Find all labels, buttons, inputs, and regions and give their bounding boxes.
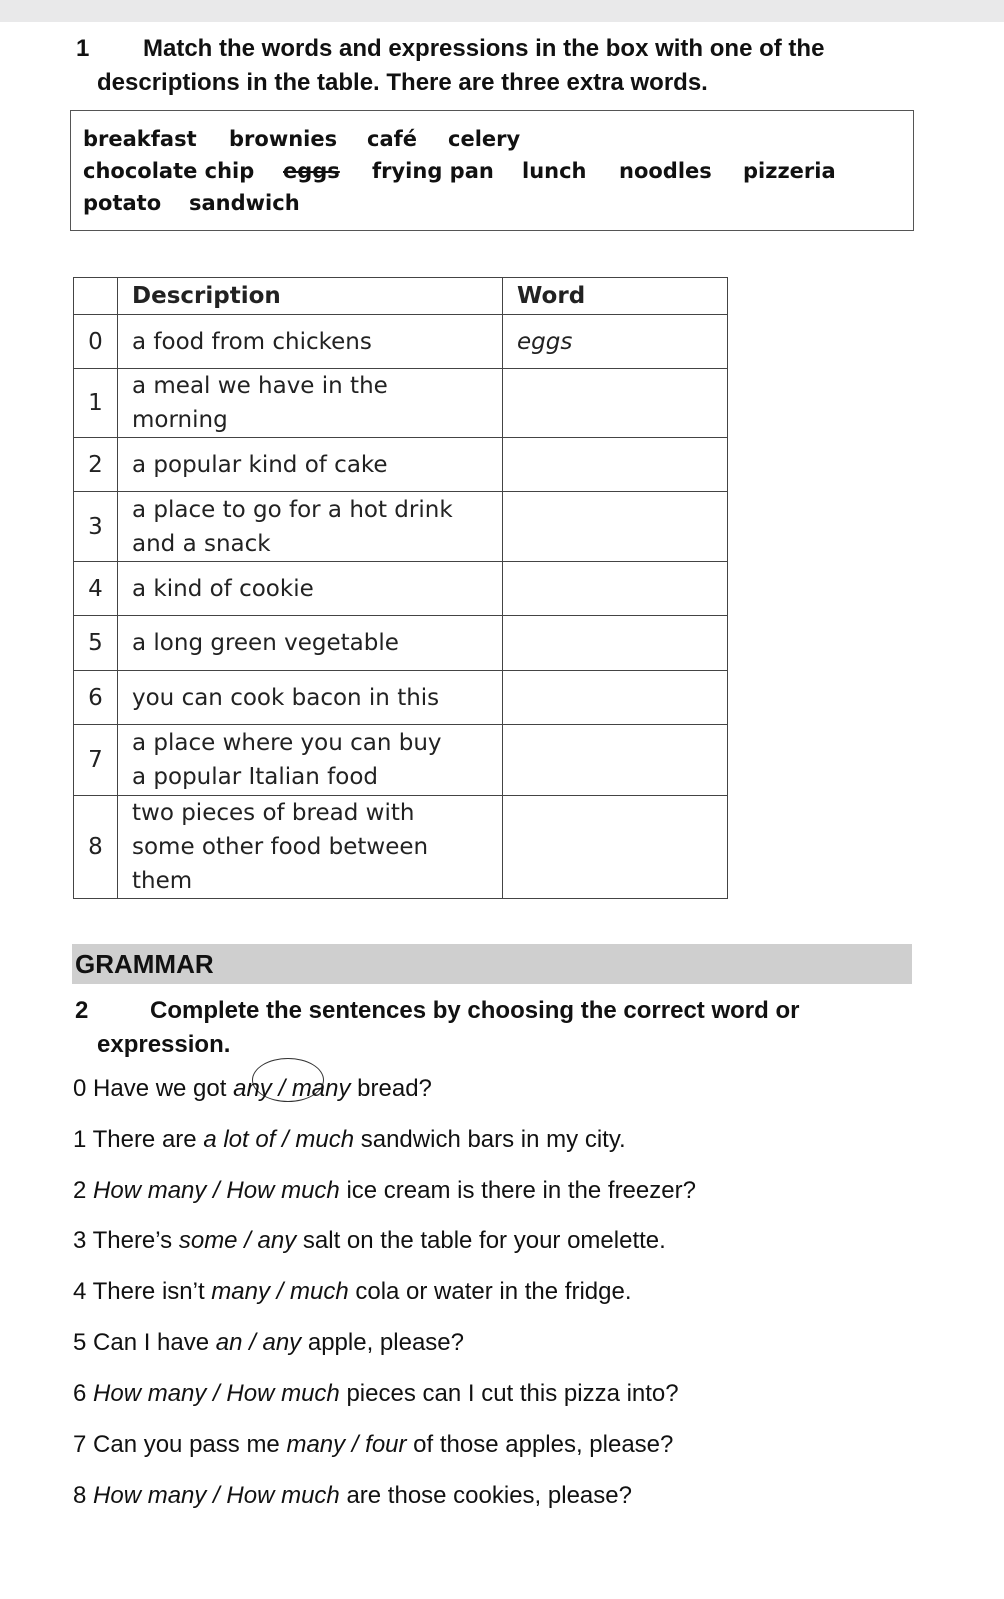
- row-answer-field[interactable]: [503, 616, 728, 671]
- option-1[interactable]: a lot of: [203, 1126, 276, 1153]
- word-item: potato: [83, 191, 162, 215]
- option-1[interactable]: How many: [93, 1177, 207, 1204]
- row-answer-field[interactable]: [503, 369, 728, 438]
- word-box: [70, 110, 914, 231]
- row-description: two pieces of bread with some other food between them: [118, 796, 503, 899]
- option-1[interactable]: an: [215, 1329, 243, 1356]
- option-1[interactable]: many: [286, 1431, 346, 1458]
- option-2[interactable]: How much: [226, 1177, 340, 1204]
- row-description: you can cook bacon in this: [118, 671, 503, 725]
- grammar-sentence: 0 Have we got any / many bread?: [73, 1075, 432, 1102]
- instruction-line-1: Match the words and expressions in the box with one of the: [143, 35, 825, 62]
- option-2[interactable]: much: [290, 1278, 349, 1305]
- grammar-sentence: 2 How many / How much ice cream is there in the freezer?: [73, 1177, 696, 1204]
- row-answer-field[interactable]: [503, 725, 728, 796]
- row-number: 4: [74, 562, 118, 616]
- grammar-sentence: 5 Can I have an / any apple, please?: [73, 1329, 464, 1356]
- row-answer-field[interactable]: [503, 671, 728, 725]
- row-description: a meal we have in the morning: [118, 369, 503, 438]
- row-number: 2: [74, 438, 118, 492]
- instruction-line-1: Complete the sentences by choosing the correct word or: [150, 997, 800, 1024]
- row-number: 3: [74, 492, 118, 562]
- header-number: [74, 278, 118, 315]
- word-item: brownies: [229, 127, 338, 151]
- row-description: a popular kind of cake: [118, 438, 503, 492]
- row-answer: eggs: [503, 315, 728, 369]
- grammar-section-title: GRAMMAR: [72, 944, 912, 984]
- row-description: a long green vegetable: [118, 616, 503, 671]
- table-row: [74, 369, 728, 438]
- exercise-number: 1: [76, 35, 90, 62]
- option-2[interactable]: any: [262, 1329, 302, 1356]
- option-2[interactable]: How much: [226, 1482, 340, 1509]
- exercise-1-heading: [0, 32, 1004, 102]
- grammar-sentence: 7 Can you pass me many / four of those apples, please?: [73, 1431, 674, 1458]
- grammar-sentence: 6 How many / How much pieces can I cut this pizza into?: [73, 1380, 679, 1407]
- word-item: frying pan: [372, 159, 494, 183]
- instruction-line-2: expression.: [97, 1031, 231, 1058]
- grammar-sentence: 3 There’s some / any salt on the table for your omelette.: [73, 1227, 666, 1254]
- word-item: chocolate chip: [83, 159, 255, 183]
- row-description: a food from chickens: [118, 315, 503, 369]
- row-description: a place to go for a hot drink and a snack: [118, 492, 503, 562]
- option-1[interactable]: How many: [93, 1380, 207, 1407]
- header-word: Word: [503, 278, 728, 315]
- word-item: café: [367, 127, 417, 151]
- table-row: [74, 616, 728, 671]
- row-description: a place where you can buy a popular Italian food: [118, 725, 503, 796]
- exercise-number: 2: [75, 997, 89, 1024]
- table-row: [74, 315, 728, 369]
- row-number: 8: [74, 796, 118, 899]
- option-1[interactable]: How many: [93, 1482, 207, 1509]
- grammar-sentence: 1 There are a lot of / much sandwich bars in my city.: [73, 1126, 626, 1153]
- option-2[interactable]: any: [257, 1227, 297, 1254]
- screenshot-top-bar: [0, 0, 1004, 22]
- row-answer-field[interactable]: [503, 796, 728, 899]
- option-1[interactable]: some: [178, 1227, 238, 1254]
- header-description: Description: [118, 278, 503, 315]
- table-row: [74, 671, 728, 725]
- option-1[interactable]: any: [233, 1075, 272, 1102]
- row-answer-field[interactable]: [503, 438, 728, 492]
- option-2[interactable]: four: [365, 1431, 407, 1458]
- word-item: celery: [448, 127, 521, 151]
- row-answer-field[interactable]: [503, 492, 728, 562]
- word-item-crossed-out: eggs: [283, 159, 340, 183]
- row-description: a kind of cookie: [118, 562, 503, 616]
- row-number: 6: [74, 671, 118, 725]
- option-2[interactable]: much: [295, 1126, 355, 1153]
- row-number: 5: [74, 616, 118, 671]
- table-row: [74, 492, 728, 562]
- table-row: [74, 438, 728, 492]
- table-header-row: [74, 278, 728, 315]
- row-answer-field[interactable]: [503, 562, 728, 616]
- option-2[interactable]: How much: [226, 1380, 340, 1407]
- option-2[interactable]: many: [291, 1075, 351, 1102]
- exercise-2-heading: [0, 994, 1004, 1064]
- word-item: lunch: [522, 159, 587, 183]
- table-row: [74, 562, 728, 616]
- word-item: noodles: [619, 159, 712, 183]
- row-number: 0: [74, 315, 118, 369]
- row-number: 1: [74, 369, 118, 438]
- grammar-sentence: 4 There isn’t many / much cola or water in the fridge.: [73, 1278, 632, 1305]
- word-item: sandwich: [189, 191, 300, 215]
- table-row: [74, 796, 728, 899]
- word-item: breakfast: [83, 127, 197, 151]
- grammar-sentence: 8 How many / How much are those cookies, please?: [73, 1482, 632, 1509]
- word-item: pizzeria: [743, 159, 836, 183]
- table-row: [74, 725, 728, 796]
- matching-table: [73, 277, 728, 899]
- instruction-line-2: descriptions in the table. There are three extra words.: [97, 69, 708, 96]
- option-1[interactable]: many: [211, 1278, 270, 1305]
- row-number: 7: [74, 725, 118, 796]
